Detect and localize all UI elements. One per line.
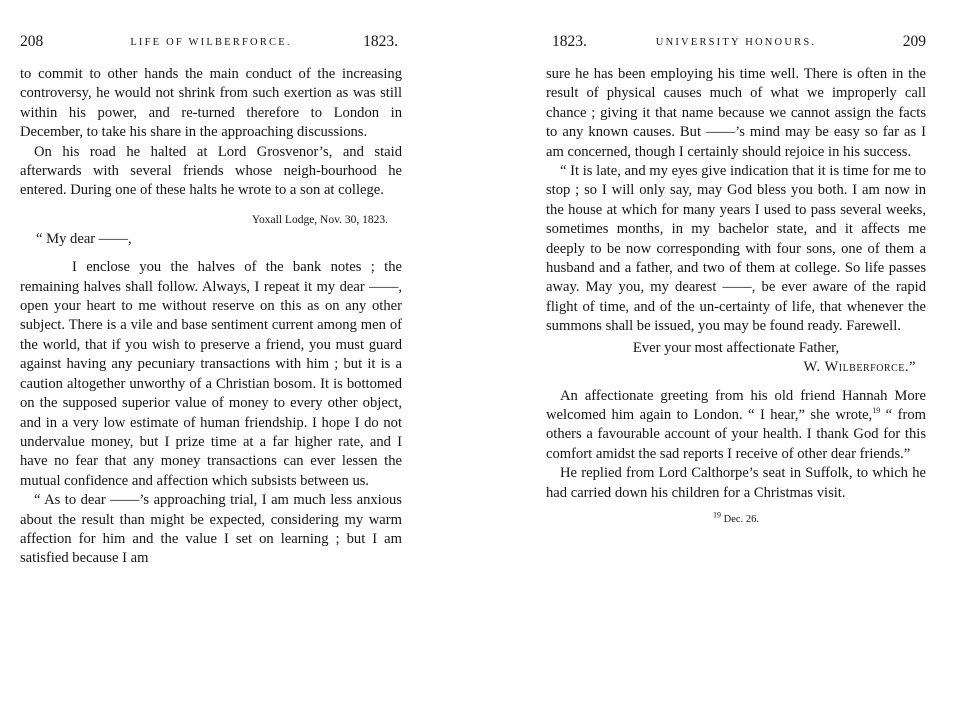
letter-dateline: Yoxall Lodge, Nov. 30, 1823. — [251, 213, 388, 226]
letter-salutation: “ My dear ——, — [36, 230, 132, 247]
footnote-reference: 19 — [872, 406, 881, 416]
footnote-number: 19 — [713, 510, 722, 520]
paragraph: He replied from Lord Calthorpe’s seat in Suffolk, to which he had carried down his children for a Christmas visit. — [546, 465, 926, 501]
letter-signature: W. Wilberforce.” — [803, 359, 916, 376]
paragraph-text: An affectionate greeting from his old friend Hannah More welcomed him again to London. “ I hear,” she wrote, — [546, 387, 926, 423]
paragraph — [546, 387, 926, 465]
spacer — [20, 249, 402, 258]
right-body-text — [546, 65, 926, 527]
footnote — [546, 510, 926, 527]
page-number: 209 — [902, 33, 926, 50]
letter-sign-off: Ever your most affectionate Father, — [632, 339, 840, 356]
paragraph: “ It is late, and my eyes give indication that it is time for me to stop ; so I will only say, may God bless you both. I am now in the house at which for many years I used to pass several weeks, sometimes months, in my bachelor state, and it affects me deeply to be now corresponding with four sons, one of them a husband and a father, and two of them at college. So life passes away. May you, my dearest ——, be ever aware of the rapid flight of time, and of the un-certainty of life, that whenever the summons shall be issued, you may be found ready. Farewell. — [546, 163, 926, 335]
running-head-left — [20, 33, 402, 53]
letter-paragraph: I enclose you the halves of the bank notes ; the remaining halves shall follow. Always, I repeat it my dear ——, open your heart to me without reserve on this as on any other subject. There is a vile and base sentiment current among men of the world, that if you wish to preserve a friend, you must guard against having any pecuniary transactions with him ; but it is a caution altogether unworthy of a Christian bosom. It is bottomed on the supposed superior value of money to every other object, and in a very low estimate of human friendship. I hope I do not undervalue money, but I prize time at a far higher rate, and I have no fear that any money transactions can ever lessen the mutual confidence and affection which subsists between us. — [20, 259, 402, 489]
paragraph: sure he has been employing his time well. There is often in the result of physical causes much of what we improperly call chance ; giving it that name because we cannot assign the facts to any known causes. But ——’s mind may be easy so far as I am concerned, though I certainly should rejoice in his success. — [546, 66, 926, 160]
letter-paragraph: “ As to dear ——’s approaching trial, I am much less anxious about the result than might be expected, considering my warm affection for him and the value I set on learning ; but I am satisfied because I am — [20, 492, 402, 567]
running-title: LIFE OF WILBERFORCE. — [130, 37, 292, 48]
left-page — [20, 0, 402, 705]
left-body-text — [20, 65, 402, 569]
running-year: 1823. — [363, 33, 398, 50]
page-number: 208 — [20, 33, 44, 50]
paragraph: to commit to other hands the main conduct of the increasing controversy, he would not shrink from such exertion as was still within his power, and re-turned therefore to London in December, to take his share in the approaching discussions. — [20, 66, 402, 141]
paragraph-text: “ from others a favourable account of your health. I thank God for this comfort amidst the sad reports I receive of other dear friends.” — [546, 406, 926, 462]
running-head-right — [546, 33, 926, 53]
running-year: 1823. — [552, 33, 587, 50]
footnote-text: Dec. 26. — [723, 513, 759, 525]
paragraph: On his road he halted at Lord Grosvenor’s, and staid afterwards with several friends whose neigh-bourhood he entered. During one of these halts he wrote to a son at college. — [20, 143, 402, 199]
spacer — [546, 378, 926, 387]
right-page — [546, 0, 926, 705]
running-title: UNIVERSITY HONOURS. — [655, 37, 817, 48]
